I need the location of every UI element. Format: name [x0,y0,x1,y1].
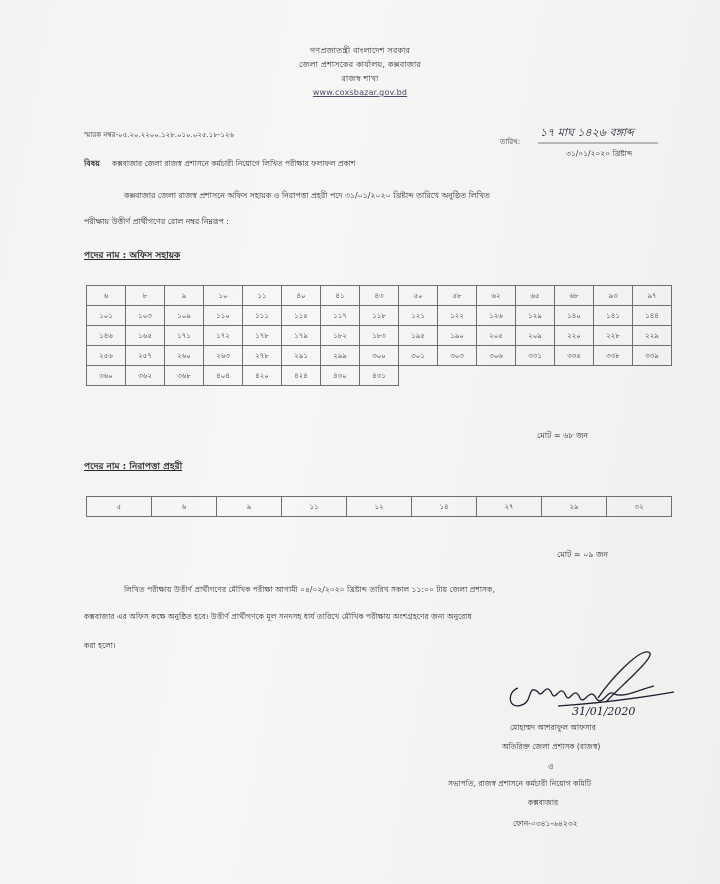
roll-number-cell: ৯৩ [594,286,633,306]
roll-number-cell: ৩২ [607,497,672,517]
roll-number-cell: ২৯১ [282,346,321,366]
empty-cell [516,366,555,386]
security-guard-roll-table [86,496,672,517]
roll-number-cell: ১৯০ [438,326,477,346]
roll-number-cell: ১১৮ [360,306,399,326]
roll-number-cell: ১৭৯ [282,326,321,346]
roll-number-cell: ১০ [204,286,243,306]
empty-cell [477,366,516,386]
roll-number-cell: ১০১ [87,306,126,326]
roll-number-cell: ১৪৬ [87,326,126,346]
roll-number-cell: ৯৭ [633,286,672,306]
roll-number-cell: ৪২৪ [282,366,321,386]
date-label: তারিখ: [500,138,521,146]
website-link[interactable]: www.coxsbazar.gov.bd [312,88,408,97]
roll-number-cell: ১১ [282,497,347,517]
roll-number-cell: ৩০০ [360,346,399,366]
roll-number-cell: ২২৯ [633,326,672,346]
roll-number-cell: ১২২ [438,306,477,326]
roll-number-cell: ১২ [347,497,412,517]
gov-header-line2: জেলা প্রশাসকের কার্যালয়, কক্সবাজার [298,60,422,69]
empty-cell [399,366,438,386]
roll-number-cell: ৪৩১ [360,366,399,386]
roll-number-cell: ৪০৪ [204,366,243,386]
roll-number-cell: ৩৬৮ [165,366,204,386]
roll-number-cell: ৩৬০ [87,366,126,386]
roll-number-cell: ১১০ [204,306,243,326]
roll-number-cell: ২২০ [555,326,594,346]
empty-cell [594,366,633,386]
signatory-title2: সভাপতি, রাজস্ব প্রশাসনে কর্মচারী নিয়োগ কমিটি [448,779,591,788]
section1-title: পদের নাম : অফিস সহায়ক [84,251,181,261]
roll-number-cell: ৯ [217,497,282,517]
roll-number-cell: ২৫৭ [126,346,165,366]
roll-number-cell: ২৯৯ [321,346,360,366]
roll-number-cell: ১৮৩ [360,326,399,346]
closing-line3: করা হলো। [84,641,116,650]
roll-number-cell: ১৭২ [204,326,243,346]
intro-line2: পরীক্ষায় উত্তীর্ণ প্রার্থীগণের রোল নম্বর নিম্নরূপ : [84,217,229,226]
intro-line1: কক্সবাজার জেলা রাজস্ব প্রশাসনে অফিস সহায়ক ও নিরাপত্তা প্রহরী পদে ৩১/০১/২০২০ খ্রিষ্টাব্দ তারিখে অনুষ্ঠিত লিখিত [124,191,490,200]
roll-number-cell: ৩৩৯ [633,346,672,366]
roll-number-cell: ৬৮ [555,286,594,306]
roll-number-cell: ৪৩ [360,286,399,306]
table-row [87,346,672,366]
section1-total: মোট = ৬৮ জন [537,431,589,440]
roll-number-cell: ২৬৩ [204,346,243,366]
roll-number-cell: ১১৫ [282,306,321,326]
roll-number-cell: ১১ [243,286,282,306]
empty-cell [633,366,672,386]
closing-line1: লিখিত পরীক্ষায় উত্তীর্ণ প্রার্থীগণের মৌখিক পরীক্ষা আগামী ০৪/০২/২০২০ খ্রিষ্টাব্দ তারিখ সকাল ১১:০০ টায় জেলা প্রশাসক, [124,585,495,594]
roll-number-cell: ১৪ [412,497,477,517]
section2-total: মোট = ০৯ জন [557,550,609,559]
roll-number-cell: ২২৮ [594,326,633,346]
roll-number-cell: ৫০ [399,286,438,306]
roll-number-cell: ৩৬২ [126,366,165,386]
roll-number-cell: ১১৭ [321,306,360,326]
roll-number-cell: ১৭৮ [243,326,282,346]
date-bangla: ১৭ মাঘ ১৪২৬ বঙ্গাব্দ [540,126,634,139]
roll-number-cell: ৪১ [321,286,360,306]
roll-number-cell: ১২৯ [516,306,555,326]
roll-number-cell: ৪৩০ [321,366,360,386]
roll-number-cell: ৫৮ [438,286,477,306]
date-divider [538,141,658,145]
roll-number-cell: ২৭ [477,497,542,517]
date-gregorian: ৩১/০১/২০২০ খ্রিষ্টাব্দ [566,149,633,158]
gov-header-line1: গণপ্রজাতন্ত্রী বাংলাদেশ সরকার [309,46,411,55]
roll-number-cell: ১৯৫ [399,326,438,346]
office-assistant-roll-table [86,285,672,386]
roll-number-cell: ৩৩৫ [555,346,594,366]
table-row [87,286,672,306]
roll-number-cell: ১০৯ [165,306,204,326]
table-row [87,497,672,517]
roll-number-cell: ৪০ [282,286,321,306]
roll-number-cell: ২৬০ [165,346,204,366]
roll-number-cell: ১৭১ [165,326,204,346]
signatory-title1: অতিরিক্ত জেলা প্রশাসক (রাজস্ব) [502,742,601,751]
subject-text: কক্সবাজার জেলা রাজস্ব প্রশাসনে কর্মচারী নিয়োগে লিখিত পরীক্ষার ফলাফল প্রকাশ [112,159,356,168]
roll-number-cell: ৫ [87,497,152,517]
roll-number-cell: ১০৩ [126,306,165,326]
roll-number-cell: ৩০৬ [477,346,516,366]
table-row [87,306,672,326]
roll-number-cell: ৮ [126,286,165,306]
roll-number-cell: ৯ [165,286,204,306]
closing-line2: কক্সবাজার এর অফিস কক্ষে অনুষ্ঠিত হবে। উত্তীর্ণ প্রার্থীগণকে মূল সনদসহ ধার্য তারিখে মৌখিক পরীক্ষায় অংশগ্রহণের জন্য অনুরোধ [84,612,472,621]
roll-number-cell: ১৪১ [594,306,633,326]
table-row [87,326,672,346]
roll-number-cell: ২৭৮ [243,346,282,366]
roll-number-cell: ৩৩৮ [594,346,633,366]
roll-number-cell: ৩০১ [399,346,438,366]
roll-number-cell: ২৫৬ [87,346,126,366]
gov-header-line3: রাজস্ব শাখা [341,74,379,83]
roll-number-cell: ৩০৩ [438,346,477,366]
roll-number-cell: ১৪৪ [633,306,672,326]
roll-number-cell: ২০৫ [477,326,516,346]
signatory-place: কক্সবাজার [528,798,559,807]
roll-number-cell: ৬২ [477,286,516,306]
roll-number-cell: ৬ [87,286,126,306]
roll-number-cell: ৬ [152,497,217,517]
signatory-conjunction: ও [548,762,554,771]
empty-cell [555,366,594,386]
roll-number-cell: ১৪০ [555,306,594,326]
roll-number-cell: ৪২০ [243,366,282,386]
signatory-name: মোহাম্মদ আশরাফুল আফসার [510,723,596,732]
section2-title: পদের নাম : নিরাপত্তা প্রহরী [84,462,183,472]
signature-date: 31/01/2020 [572,705,636,718]
signatory-phone: ফোন-০৩৪১-৬৪২৩২ [513,819,578,828]
roll-number-cell: ৬৫ [516,286,555,306]
roll-number-cell: ৩৩১ [516,346,555,366]
roll-number-cell: ২৯ [542,497,607,517]
roll-number-cell: ১৮২ [321,326,360,346]
empty-cell [438,366,477,386]
subject-label: বিষয় [84,159,100,168]
roll-number-cell: ১২৬ [477,306,516,326]
roll-number-cell: ১২১ [399,306,438,326]
roll-number-cell: ১৬৫ [126,326,165,346]
table-row [87,366,672,386]
roll-number-cell: ২০৯ [516,326,555,346]
memo-number: স্মারক নম্বর-০৫.২০.২২০০.১২৮.০১০.০২৫.১৮-১২৬ [84,131,234,139]
roll-number-cell: ১১১ [243,306,282,326]
